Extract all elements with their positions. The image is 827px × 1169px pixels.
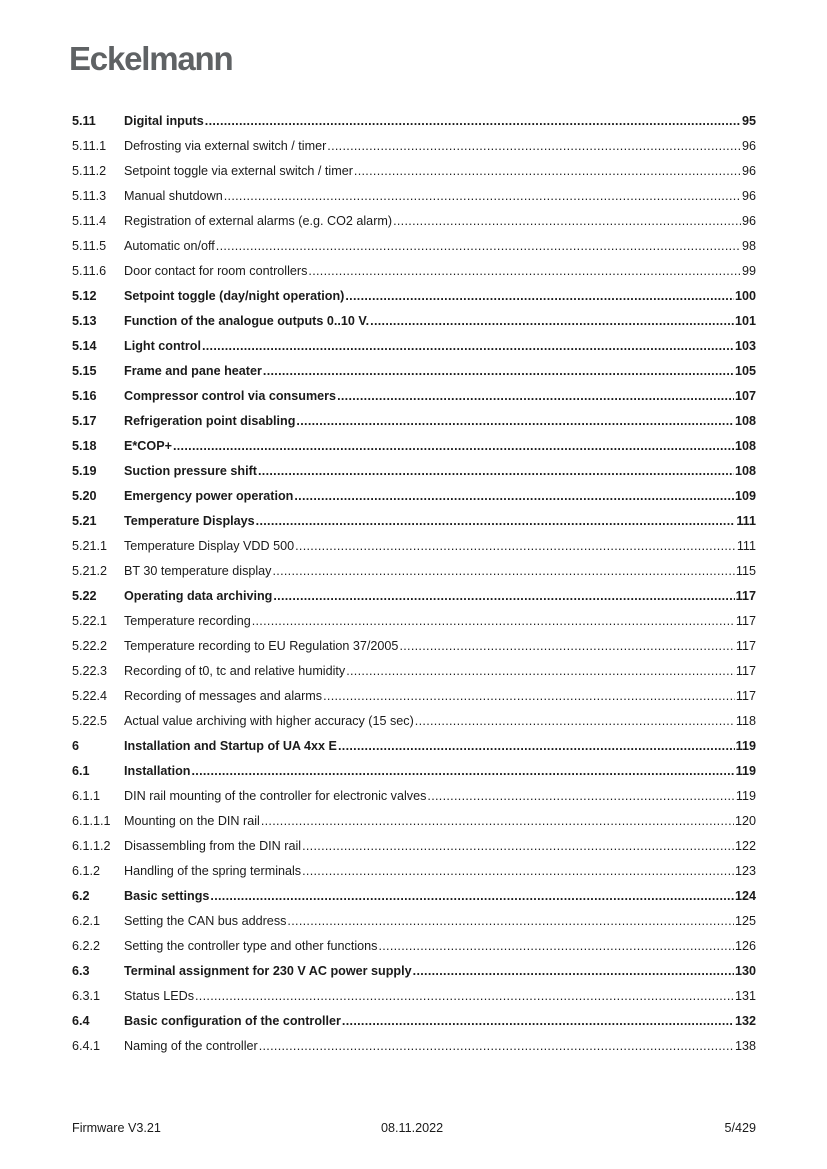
toc-entry[interactable] xyxy=(72,859,756,884)
toc-section-title[interactable]: Recording of messages and alarms xyxy=(124,689,323,703)
toc-page-number[interactable]: 117 xyxy=(735,614,756,628)
toc-section-title[interactable]: Naming of the controller xyxy=(124,1039,258,1053)
toc-section-title[interactable]: Setpoint toggle (day/night operation) xyxy=(124,289,345,303)
toc-section-number: 6.3 xyxy=(72,964,90,978)
toc-section-number: 5.22.1 xyxy=(72,614,108,628)
document-date: 08.11.2022 xyxy=(381,1121,444,1135)
toc-page-number[interactable]: 95 xyxy=(741,114,756,128)
toc-section-title[interactable]: Temperature recording xyxy=(124,614,251,628)
toc-section-title[interactable]: Basic settings xyxy=(124,889,210,903)
toc-dot-leader xyxy=(308,259,741,284)
toc-section-number: 5.22.4 xyxy=(72,689,108,703)
toc-entry[interactable] xyxy=(72,309,756,334)
toc-section-title[interactable]: Installation and Startup of UA 4xx E xyxy=(124,739,337,753)
toc-page-number[interactable]: 138 xyxy=(734,1039,756,1053)
toc-section-number: 6.1.1 xyxy=(72,789,101,803)
toc-entry[interactable] xyxy=(72,1009,756,1034)
toc-entry[interactable] xyxy=(72,484,756,509)
toc-entry[interactable] xyxy=(72,959,756,984)
toc-entry[interactable] xyxy=(72,159,756,184)
toc-entry[interactable] xyxy=(72,359,756,384)
toc-dot-leader xyxy=(294,484,734,509)
toc-section-number: 5.21.1 xyxy=(72,539,108,553)
toc-page-number[interactable]: 96 xyxy=(741,189,756,203)
toc-dot-leader xyxy=(413,959,734,984)
toc-page-number[interactable]: 108 xyxy=(734,414,756,428)
toc-page-number[interactable]: 117 xyxy=(735,664,756,678)
toc-dot-leader xyxy=(256,509,736,534)
toc-dot-leader xyxy=(272,559,734,584)
toc-page-number[interactable]: 125 xyxy=(734,914,756,928)
toc-section-number: 6.1.2 xyxy=(72,864,101,878)
toc-section-number: 6.2.2 xyxy=(72,939,101,953)
toc-page-number[interactable]: 99 xyxy=(741,264,756,278)
toc-dot-leader xyxy=(195,984,734,1009)
toc-section-title[interactable]: Registration of external alarms (e.g. CO2 alarm) xyxy=(124,214,393,228)
toc-dot-leader xyxy=(273,584,734,609)
toc-dot-leader xyxy=(263,359,734,384)
toc-section-title[interactable]: Temperature Display VDD 500 xyxy=(124,539,295,553)
toc-section-title[interactable]: Operating data archiving xyxy=(124,589,273,603)
toc-entry[interactable] xyxy=(72,259,756,284)
toc-section-title[interactable]: Function of the analogue outputs 0..10 V. xyxy=(124,314,370,328)
toc-entry[interactable] xyxy=(72,759,756,784)
toc-page-number[interactable]: 101 xyxy=(734,314,756,328)
toc-section-title[interactable]: Handling of the spring terminals xyxy=(124,864,302,878)
toc-page-number[interactable]: 117 xyxy=(735,589,756,603)
toc-section-title[interactable]: Frame and pane heater xyxy=(124,364,262,378)
toc-section-number: 5.14 xyxy=(72,339,97,353)
toc-section-number: 5.11.5 xyxy=(72,239,107,253)
toc-dot-leader xyxy=(399,634,734,659)
toc-entry[interactable] xyxy=(72,384,756,409)
toc-section-number: 6.1.1.1 xyxy=(72,814,111,828)
toc-section-title[interactable]: Basic configuration of the controller xyxy=(124,1014,341,1028)
toc-dot-leader xyxy=(302,834,734,859)
toc-section-title[interactable]: Setting the controller type and other functions xyxy=(124,939,378,953)
toc-page-number[interactable]: 131 xyxy=(734,989,756,1003)
toc-page-number[interactable]: 111 xyxy=(736,514,756,528)
toc-page-number[interactable]: 120 xyxy=(734,814,756,828)
toc-entry[interactable] xyxy=(72,334,756,359)
toc-dot-leader xyxy=(338,734,735,759)
toc-section-number: 6.1 xyxy=(72,764,90,778)
toc-page-number[interactable]: 107 xyxy=(734,389,756,403)
toc-page-number[interactable]: 103 xyxy=(734,339,756,353)
toc-section-title[interactable]: Mounting on the DIN rail xyxy=(124,814,260,828)
toc-entry[interactable] xyxy=(72,884,756,909)
toc-section-number: 5.11.6 xyxy=(72,264,107,278)
toc-section-number: 6.1.1.2 xyxy=(72,839,111,853)
toc-section-number: 5.11.4 xyxy=(72,214,107,228)
toc-entry[interactable] xyxy=(72,834,756,859)
toc-entry[interactable] xyxy=(72,734,756,759)
toc-entry[interactable] xyxy=(72,434,756,459)
toc-entry[interactable] xyxy=(72,109,756,134)
toc-page-number[interactable]: 119 xyxy=(735,739,756,753)
toc-section-title[interactable]: Status LEDs xyxy=(124,989,194,1003)
toc-dot-leader xyxy=(295,534,736,559)
toc-section-title[interactable]: Door contact for room controllers xyxy=(124,264,308,278)
toc-page-number[interactable]: 123 xyxy=(734,864,756,878)
toc-page-number[interactable]: 109 xyxy=(734,489,756,503)
toc-dot-leader xyxy=(342,1009,734,1034)
toc-page-number[interactable]: 115 xyxy=(735,564,756,578)
toc-entry[interactable] xyxy=(72,534,756,559)
toc-dot-leader xyxy=(337,384,734,409)
toc-section-number: 5.22.3 xyxy=(72,664,108,678)
toc-page-number[interactable]: 105 xyxy=(734,364,756,378)
toc-dot-leader xyxy=(224,184,741,209)
toc-section-title[interactable]: Compressor control via consumers xyxy=(124,389,337,403)
toc-section-title[interactable]: Suction pressure shift xyxy=(124,464,257,478)
toc-section-number: 5.13 xyxy=(72,314,97,328)
toc-section-title[interactable]: Setpoint toggle via external switch / timer xyxy=(124,164,353,178)
toc-entry[interactable] xyxy=(72,709,756,734)
toc-section-number: 5.11.1 xyxy=(72,139,107,153)
toc-section-title[interactable]: Temperature recording to EU Regulation 37/2005 xyxy=(124,639,399,653)
toc-entry[interactable] xyxy=(72,984,756,1009)
toc-section-title[interactable]: Actual value archiving with higher accuracy (15 sec) xyxy=(124,714,414,728)
toc-dot-leader xyxy=(378,934,734,959)
toc-section-number: 5.15 xyxy=(72,364,97,378)
toc-dot-leader xyxy=(216,234,741,259)
toc-section-number: 5.12 xyxy=(72,289,97,303)
toc-section-number: 6.4 xyxy=(72,1014,90,1028)
toc-section-title[interactable]: Defrosting via external switch / timer xyxy=(124,139,327,153)
toc-entry[interactable] xyxy=(72,184,756,209)
toc-section-number: 5.19 xyxy=(72,464,97,478)
toc-entry[interactable] xyxy=(72,1034,756,1059)
toc-dot-leader xyxy=(261,809,734,834)
toc-page-number[interactable]: 108 xyxy=(734,439,756,453)
toc-entry[interactable] xyxy=(72,559,756,584)
toc-dot-leader xyxy=(345,284,734,309)
toc-page-number[interactable]: 96 xyxy=(741,164,756,178)
toc-section-title[interactable]: Setting the CAN bus address xyxy=(124,914,287,928)
toc-entry[interactable] xyxy=(72,659,756,684)
toc-page-number[interactable]: 118 xyxy=(735,714,756,728)
toc-dot-leader xyxy=(415,709,735,734)
toc-entry[interactable] xyxy=(72,934,756,959)
toc-dot-leader xyxy=(191,759,734,784)
toc-section-title[interactable]: Light control xyxy=(124,339,201,353)
toc-entry[interactable] xyxy=(72,409,756,434)
toc-dot-leader xyxy=(252,609,735,634)
toc-dot-leader xyxy=(302,859,734,884)
toc-section-number: 6.3.1 xyxy=(72,989,101,1003)
toc-dot-leader xyxy=(202,334,734,359)
toc-dot-leader xyxy=(205,109,741,134)
toc-page-number[interactable]: 119 xyxy=(735,789,756,803)
toc-entry[interactable] xyxy=(72,684,756,709)
toc-section-title[interactable]: Emergency power operation xyxy=(124,489,294,503)
toc-section-number: 5.11.3 xyxy=(72,189,107,203)
toc-entry[interactable] xyxy=(72,234,756,259)
toc-section-number: 6.4.1 xyxy=(72,1039,101,1053)
toc-section-number: 6.2 xyxy=(72,889,90,903)
toc-page-number[interactable]: 117 xyxy=(735,639,756,653)
toc-section-title[interactable]: Installation xyxy=(124,764,191,778)
toc-section-title[interactable]: Manual shutdown xyxy=(124,189,223,203)
toc-section-number: 6.2.1 xyxy=(72,914,101,928)
toc-dot-leader xyxy=(393,209,741,234)
toc-section-number: 5.22 xyxy=(72,589,97,603)
toc-section-title[interactable]: DIN rail mounting of the controller for electronic valves xyxy=(124,789,427,803)
toc-section-title[interactable]: Terminal assignment for 230 V AC power supply xyxy=(124,964,412,978)
toc-dot-leader xyxy=(173,434,734,459)
toc-entry[interactable] xyxy=(72,584,756,609)
toc-entry[interactable] xyxy=(72,509,756,534)
toc-dot-leader xyxy=(258,459,734,484)
toc-page-number[interactable]: 111 xyxy=(736,539,756,553)
toc-dot-leader xyxy=(427,784,735,809)
toc-section-number: 5.20 xyxy=(72,489,97,503)
toc-section-title[interactable]: Recording of t0, tc and relative humidity xyxy=(124,664,346,678)
toc-dot-leader xyxy=(327,134,741,159)
toc-page-number[interactable]: 130 xyxy=(734,964,756,978)
toc-page-number[interactable]: 117 xyxy=(735,689,756,703)
page-number: 5/429 xyxy=(724,1121,756,1135)
toc-page-number[interactable]: 98 xyxy=(741,239,756,253)
firmware-version: Firmware V3.21 xyxy=(72,1121,161,1135)
toc-dot-leader xyxy=(259,1034,734,1059)
toc-section-number: 5.11 xyxy=(72,114,96,128)
toc-section-title[interactable]: Refrigeration point disabling xyxy=(124,414,296,428)
toc-section-number: 5.22.5 xyxy=(72,714,108,728)
toc-dot-leader xyxy=(296,409,734,434)
toc-page-number[interactable]: 96 xyxy=(741,214,756,228)
toc-section-number: 5.21.2 xyxy=(72,564,108,578)
toc-section-title[interactable]: E*COP+ xyxy=(124,439,172,453)
toc-entry[interactable] xyxy=(72,134,756,159)
toc-entry[interactable] xyxy=(72,809,756,834)
toc-entry[interactable] xyxy=(72,459,756,484)
toc-entry[interactable] xyxy=(72,634,756,659)
toc-dot-leader xyxy=(354,159,741,184)
toc-page-number[interactable]: 124 xyxy=(734,889,756,903)
toc-page-number[interactable]: 108 xyxy=(734,464,756,478)
toc-entry[interactable] xyxy=(72,909,756,934)
toc-section-title[interactable]: Digital inputs xyxy=(124,114,204,128)
toc-dot-leader xyxy=(287,909,734,934)
toc-entry[interactable] xyxy=(72,284,756,309)
toc-section-number: 5.17 xyxy=(72,414,97,428)
toc-page-number[interactable]: 96 xyxy=(741,139,756,153)
toc-section-title[interactable]: Disassembling from the DIN rail xyxy=(124,839,302,853)
toc-dot-leader xyxy=(323,684,735,709)
toc-page-number[interactable]: 132 xyxy=(734,1014,756,1028)
toc-section-number: 5.21 xyxy=(72,514,97,528)
toc-entry[interactable] xyxy=(72,784,756,809)
toc-section-title[interactable]: Automatic on/off xyxy=(124,239,215,253)
toc-section-title[interactable]: Temperature Displays xyxy=(124,514,255,528)
toc-page-number[interactable]: 126 xyxy=(734,939,756,953)
eckelmann-logo: Eckelmann xyxy=(69,40,233,77)
toc-section-number: 5.11.2 xyxy=(72,164,107,178)
table-of-contents xyxy=(72,109,756,1059)
toc-section-number: 5.18 xyxy=(72,439,97,453)
toc-dot-leader xyxy=(370,309,734,334)
toc-section-title[interactable]: BT 30 temperature display xyxy=(124,564,272,578)
toc-section-number: 5.16 xyxy=(72,389,97,403)
toc-page-number[interactable]: 119 xyxy=(735,764,756,778)
toc-dot-leader xyxy=(346,659,735,684)
toc-section-number: 6 xyxy=(72,739,80,753)
toc-entry[interactable] xyxy=(72,609,756,634)
toc-page-number[interactable]: 122 xyxy=(734,839,756,853)
toc-entry[interactable] xyxy=(72,209,756,234)
toc-page-number[interactable]: 100 xyxy=(734,289,756,303)
toc-dot-leader xyxy=(210,884,734,909)
toc-section-number: 5.22.2 xyxy=(72,639,108,653)
